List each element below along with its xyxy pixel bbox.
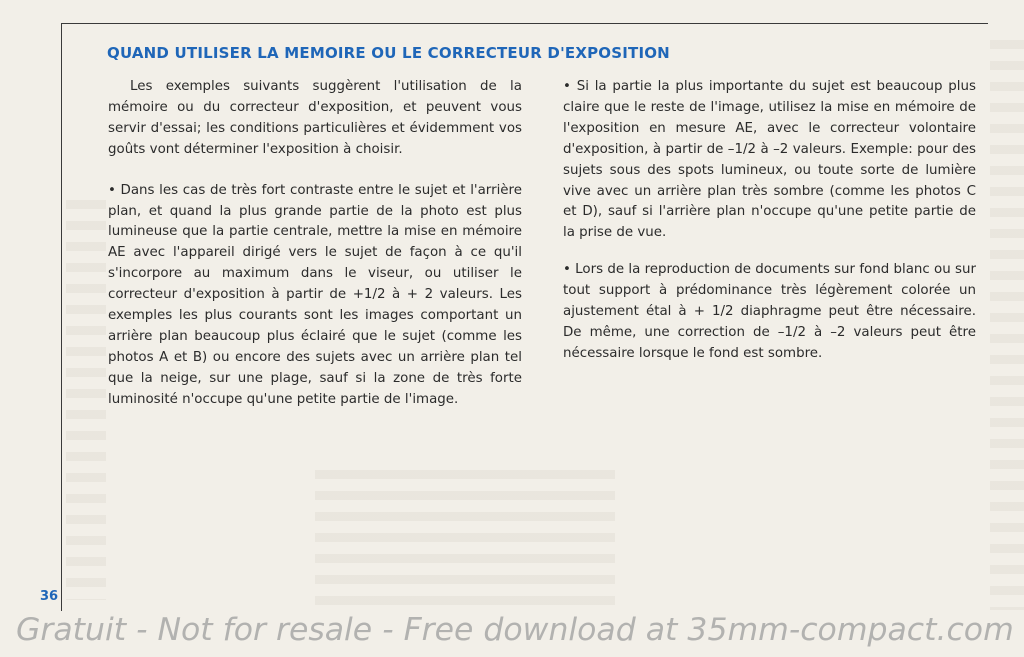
intro-paragraph: Les exemples suivants suggèrent l'utilisation de la mémoire ou du correcteur d'exposition, et peuvent vous servir d'essai; les conditions particulières et évidemment vos goûts vont déterminer l'exposition à choisir. [108,79,522,157]
watermark-text: Gratuit - Not for resale - Free download at 35mm-compact.com [16,612,1014,648]
right-column [563,77,976,365]
page-number: 36 [40,589,59,604]
left-column [108,77,522,411]
contrast-paragraph: • Dans les cas de très fort contraste entre le sujet et l'arrière plan, et quand la plus grande partie de la photo est plus lumineuse que la partie centrale, mettre la mise en mémoire AE avec l'appareil dirigé vers le sujet de façon à ce qu'il s'incorpore au maximum dans le viseur, ou utiliser le correcteur d'exposition à partir de +1/2 à + 2 valeurs. Les exemples les plus courants sont les images comportant un arrière plan beaucoup plus éclairé que le sujet (comme les photos A et B) ou encore des sujets avec un arrière plan tel que la neige, sur une plage, sauf si la zone de très forte luminosité n'occupe qu'une petite partie de l'image. [108,182,522,407]
page-title: QUAND UTILISER LA MEMOIRE OU LE CORRECTEUR D'EXPOSITION [107,44,670,62]
bright-subject-paragraph: • Si la partie la plus importante du sujet est beaucoup plus claire que le reste de l'image, utilisez la mise en mémoire de l'exposition en mesure AE, avec le correcteur volontaire d'exposition, à partir de –1/2 à –2 valeurs. Exemple: pour des sujets sous des spots lumineux, ou toute sorte de lumière vive avec un arrière plan très sombre (comme les photos C et D), sauf si l'arrière plan n'occupe qu'une petite partie de la prise de vue. [563,79,976,241]
document-reproduction-paragraph: • Lors de la reproduction de documents sur fond blanc ou sur tout support à prédominance très légèrement colorée un ajustement étal à + 1/2 diaphragme peut être nécessaire. De même, une correction de –1/2 à –2 valeurs peut être nécessaire lorsque le fond est sombre. [563,262,976,361]
